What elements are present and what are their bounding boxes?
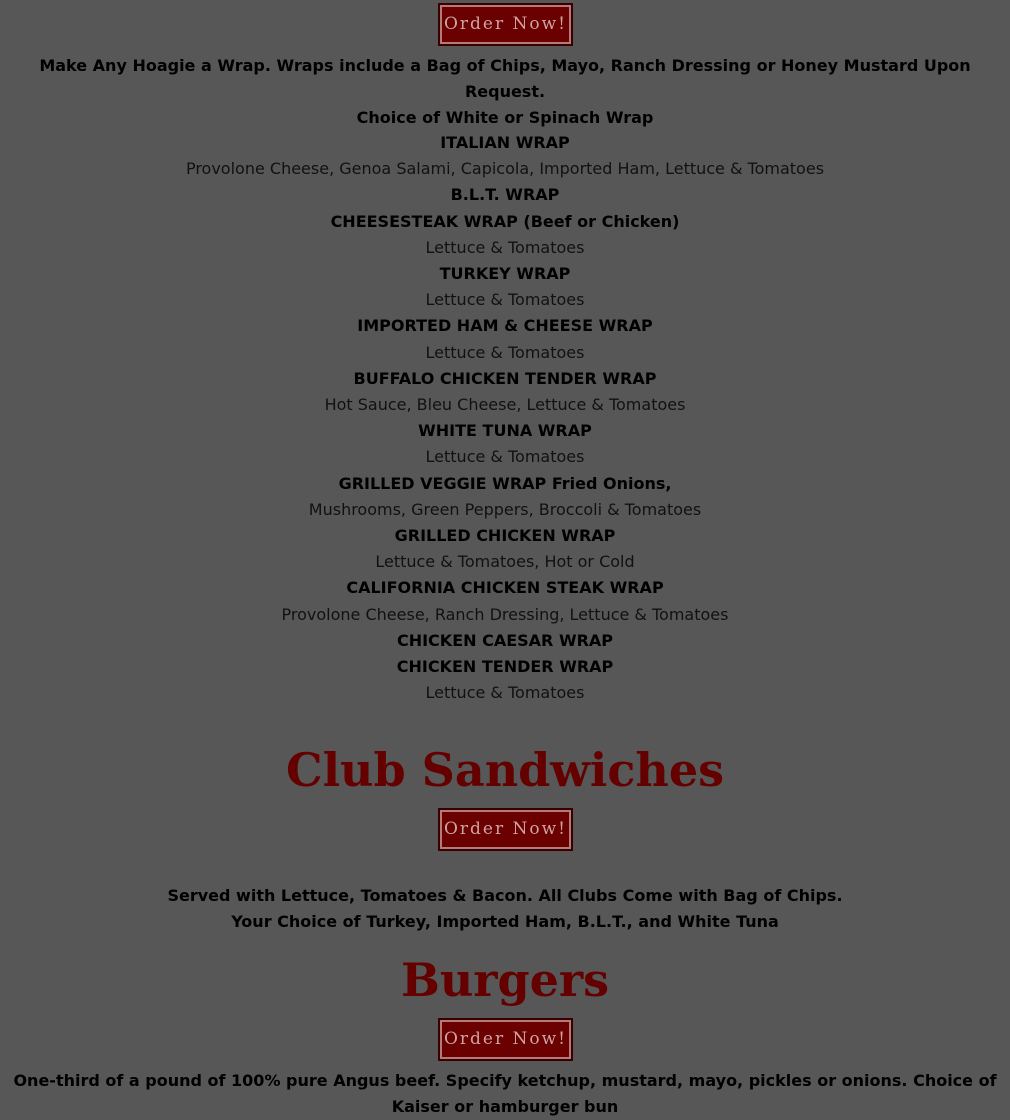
menu-item-description: Lettuce & Tomatoes bbox=[425, 237, 585, 257]
menu-item-name: GRILLED VEGGIE WRAP Fried Onions, bbox=[338, 473, 672, 493]
wraps-intro bbox=[0, 53, 1010, 131]
burgers-description-line1: One-third of a pound of 100% pure Angus beef. Specify ketchup, mustard, mayo, pickles or onions. Choice of bbox=[13, 1071, 997, 1090]
menu-item-description: Mushrooms, Green Peppers, Broccoli & Tomatoes bbox=[308, 499, 702, 519]
club-description bbox=[0, 883, 1010, 935]
burgers-description bbox=[0, 1068, 1010, 1120]
menu-item-name: CHICKEN TENDER WRAP bbox=[396, 657, 614, 677]
wraps-intro-line2: Choice of White or Spinach Wrap bbox=[356, 108, 654, 127]
menu-item-name: WHITE TUNA WRAP bbox=[418, 421, 592, 441]
section-title-club-sandwiches: Club Sandwiches bbox=[285, 743, 725, 797]
menu-item-description: Lettuce & Tomatoes bbox=[425, 683, 585, 703]
club-description-line1: Served with Lettuce, Tomatoes & Bacon. All Clubs Come with Bag of Chips. bbox=[167, 886, 843, 905]
menu-item-name: B.L.T. WRAP bbox=[450, 185, 560, 205]
club-description-line2: Your Choice of Turkey, Imported Ham, B.L.T., and White Tuna bbox=[231, 912, 779, 931]
menu-item-description: Lettuce & Tomatoes bbox=[425, 290, 585, 310]
menu-item-name: CHEESESTEAK WRAP (Beef or Chicken) bbox=[330, 211, 680, 231]
menu-item-name: TURKEY WRAP bbox=[439, 264, 571, 284]
menu-item-description: Hot Sauce, Bleu Cheese, Lettuce & Tomatoes bbox=[324, 395, 686, 415]
menu-item-description: Lettuce & Tomatoes, Hot or Cold bbox=[375, 552, 635, 572]
menu-item-description: Provolone Cheese, Ranch Dressing, Lettuce & Tomatoes bbox=[281, 604, 729, 624]
wrap-menu-list bbox=[0, 130, 1010, 706]
menu-item-description: Lettuce & Tomatoes bbox=[425, 447, 585, 467]
menu-item-name: ITALIAN WRAP bbox=[440, 133, 570, 152]
menu-item-description: Provolone Cheese, Genoa Salami, Capicola, Imported Ham, Lettuce & Tomatoes bbox=[185, 159, 825, 179]
menu-item-name: CHICKEN CAESAR WRAP bbox=[396, 630, 614, 650]
menu-item-name: CALIFORNIA CHICKEN STEAK WRAP bbox=[346, 578, 664, 598]
menu-item-name: GRILLED CHICKEN WRAP bbox=[394, 526, 616, 546]
menu-item-name: BUFFALO CHICKEN TENDER WRAP bbox=[353, 368, 657, 388]
order-now-button-club[interactable]: Order Now! bbox=[438, 808, 573, 851]
order-now-button-wraps[interactable]: Order Now! bbox=[438, 3, 573, 46]
menu-item-name: IMPORTED HAM & CHEESE WRAP bbox=[357, 316, 653, 336]
order-now-button-burgers[interactable]: Order Now! bbox=[438, 1018, 573, 1061]
burgers-description-line2: Kaiser or hamburger bun bbox=[391, 1097, 619, 1116]
wraps-intro-line1: Make Any Hoagie a Wrap. Wraps include a Bag of Chips, Mayo, Ranch Dressing or Honey Mustard Upon Request. bbox=[39, 56, 971, 101]
section-title-burgers: Burgers bbox=[400, 953, 610, 1007]
menu-item-description: Lettuce & Tomatoes bbox=[425, 342, 585, 362]
